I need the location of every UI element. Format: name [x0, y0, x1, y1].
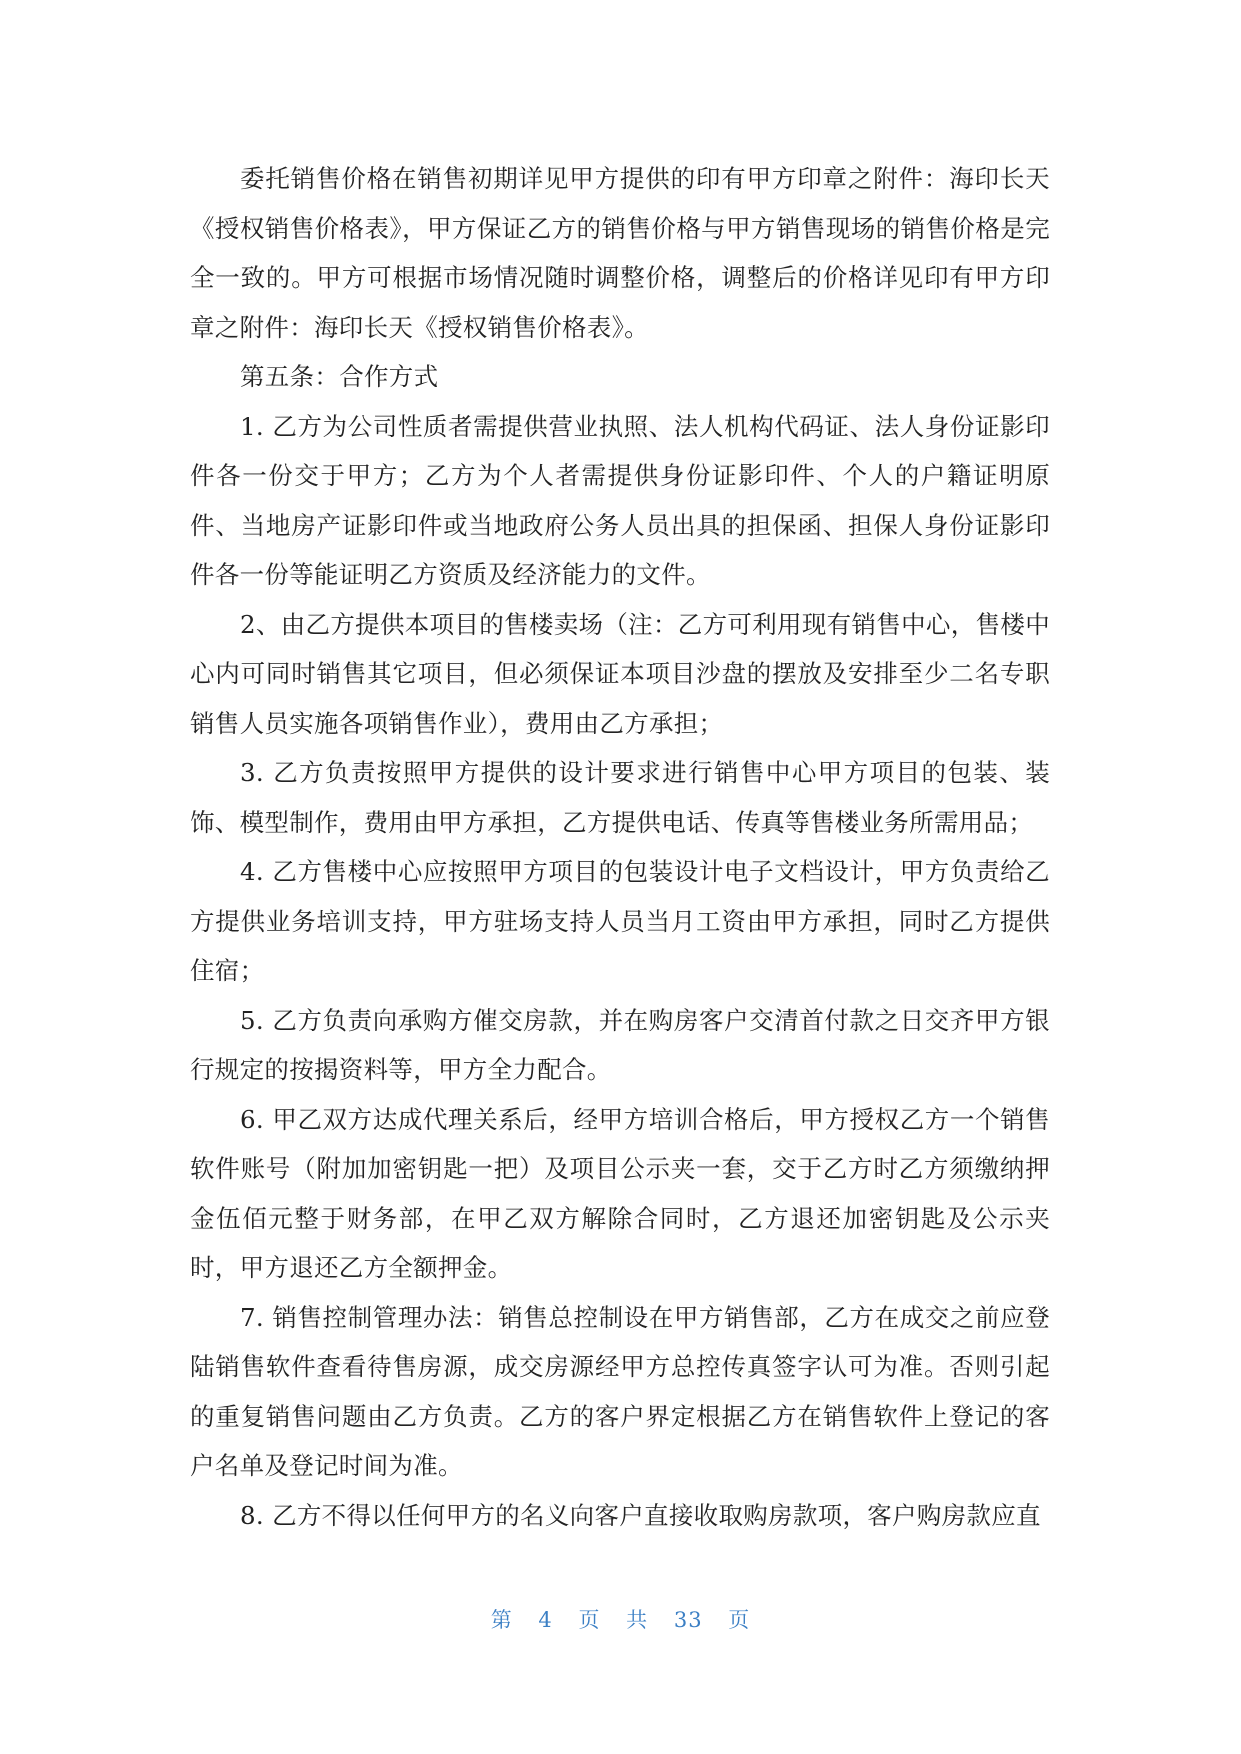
paragraph-item-8: 8. 乙方不得以任何甲方的名义向客户直接收取购房款项，客户购房款应直: [240, 1500, 1041, 1530]
footer-page-prefix: 第: [490, 1608, 513, 1632]
paragraph-item-6: 6. 甲乙双方达成代理关系后，经甲方培训合格后，甲方授权乙方一个销售软件账号（附加加密钥匙一把）及项目公示夹一套，交于乙方时乙方须缴纳押金伍佰元整于财务部，在甲乙双方解除合同时，乙方退还加密钥匙及公示夹时，甲方退还乙方全额押金。: [190, 1104, 1050, 1282]
paragraph-item-4: 4. 乙方售楼中心应按照甲方项目的包装设计电子文档设计，甲方负责给乙方提供业务培训支持，甲方驻场支持人员当月工资由甲方承担，同时乙方提供住宿；: [190, 857, 1050, 985]
paragraph-item-2: 2、由乙方提供本项目的售楼卖场（注：乙方可利用现有销售中心，售楼中心内可同时销售其它项目，但必须保证本项目沙盘的摆放及安排至少二名专职销售人员实施各项销售作业），费用由乙方承担；: [190, 609, 1050, 738]
footer-current-page: 4: [538, 1608, 553, 1632]
footer-total-pages: 33: [673, 1608, 703, 1632]
paragraph-item-7: 7. 销售控制管理办法：销售总控制设在甲方销售部，乙方在成交之前应登陆销售软件查看待售房源，成交房源经甲方总控传真签字认可为准。否则引起的重复销售问题由乙方负责。乙方的客户界定根据乙方在销售软件上登记的客户名单及登记时间为准。: [190, 1302, 1050, 1480]
document-body: [190, 154, 1050, 1540]
footer-total-prefix: 共: [626, 1608, 649, 1632]
section-heading-article-5: 第五条：合作方式: [240, 362, 439, 391]
paragraph-item-1: 1. 乙方为公司性质者需提供营业执照、法人机构代码证、法人身份证影印件各一份交于甲方；乙方为个人者需提供身份证影印件、个人的户籍证明原件、当地房产证影印件或当地政府公务人员出具的担保函、担保人身份证影印件各一份等能证明乙方资质及经济能力的文件。: [190, 411, 1050, 589]
paragraph-item-5: 5. 乙方负责向承购方催交房款，并在购房客户交清首付款之日交齐甲方银行规定的按揭资料等，甲方全力配合。: [190, 1005, 1050, 1084]
paragraph-pricing: 委托销售价格在销售初期详见甲方提供的印有甲方印章之附件：海印长天《授权销售价格表》，甲方保证乙方的销售价格与甲方销售现场的销售价格是完全一致的。甲方可根据市场情况随时调整价格，调整后的价格详见印有甲方印章之附件：海印长天《授权销售价格表》。: [190, 164, 1050, 342]
paragraph-item-3: 3. 乙方负责按照甲方提供的设计要求进行销售中心甲方项目的包装、装饰、模型制作，费用由甲方承担，乙方提供电话、传真等售楼业务所需用品；: [190, 758, 1050, 837]
footer-page-suffix: 页: [578, 1608, 601, 1632]
footer-total-suffix: 页: [728, 1608, 751, 1632]
page-footer: [0, 1604, 1241, 1634]
